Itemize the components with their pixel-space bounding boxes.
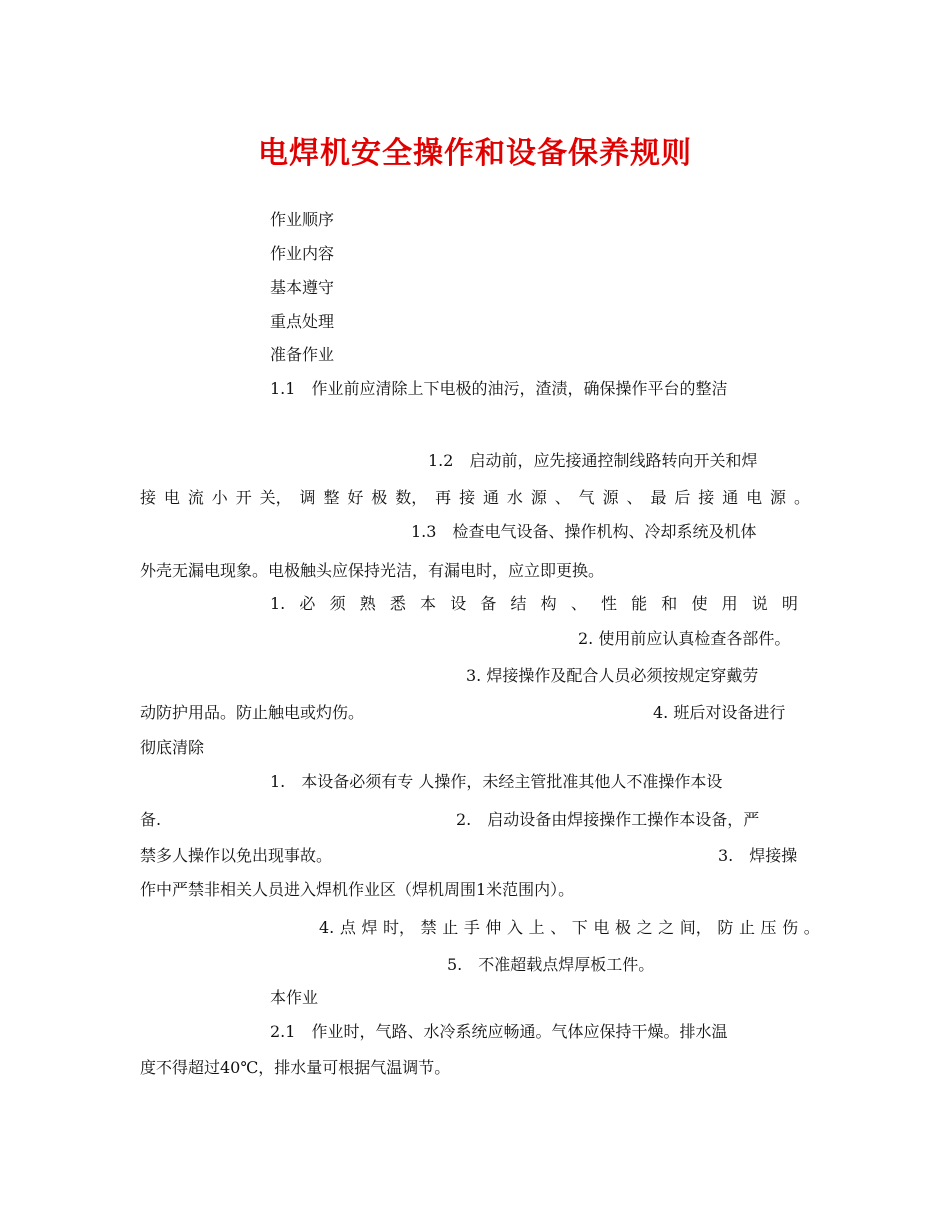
prep-item-1-2-line2-char: 电: [163, 488, 180, 507]
safety-item-4-char: 防: [717, 918, 734, 937]
heading-main-work: 本作业: [270, 988, 319, 1007]
prep-item-1-2-line2-char: 极: [371, 488, 388, 507]
safety-item-4-char: 下: [571, 918, 588, 937]
basic-item-4-line1: 4. 班后对设备进行: [653, 703, 786, 722]
prep-item-1-1: 1.1 作业前应清除上下电极的油污，渣渍，确保操作平台的整洁: [270, 379, 728, 398]
basic-item-4-line2: 彻底清除: [140, 738, 205, 757]
basic-item-1: [270, 594, 798, 614]
prep-item-1-2-line2-char: 通: [482, 488, 499, 507]
safety-item-4-char: 之: [636, 918, 653, 937]
safety-item-4-char: 焊: [361, 918, 378, 937]
basic-item-1-char: 说: [751, 594, 768, 613]
basic-item-1-char: 明: [781, 594, 798, 613]
prep-item-1-2-line2-char: 源: [770, 488, 787, 507]
prep-item-1-2-line2-char: 、: [626, 488, 643, 507]
prep-item-1-3-line1: 1.3 检查电气设备、操作机构、冷却系统及机体: [411, 522, 757, 541]
prep-item-1-2-line2-char: 流: [187, 488, 204, 507]
document-title: 电焊机安全操作和设备保养规则: [258, 136, 692, 171]
basic-item-1-char: 能: [631, 594, 648, 613]
basic-item-1-char: 结: [510, 594, 527, 613]
basic-item-2: 2. 使用前应认真检查各部件。: [578, 629, 791, 648]
safety-item-4-char: 伸: [485, 918, 502, 937]
basic-item-1-char: 用: [721, 594, 738, 613]
basic-item-1-char: 必: [299, 594, 316, 613]
prep-item-1-2-line2-char: 电: [746, 488, 763, 507]
heading-key-points: 重点处理: [270, 312, 335, 331]
prep-item-1-2-line2-char: 数，: [395, 488, 428, 507]
work-item-2-1-line2: 度不得超过40℃，排水量可根据气温调节。: [140, 1058, 451, 1077]
safety-item-4-char: 时，: [383, 918, 416, 937]
safety-item-4-char: 伤: [782, 918, 799, 937]
basic-item-1-char: 、: [570, 594, 587, 613]
heading-basic-rules: 基本遵守: [270, 278, 335, 297]
safety-item-4: [319, 918, 820, 938]
heading-work-content: 作业内容: [270, 244, 335, 263]
prep-item-1-2-line2-char: 水: [506, 488, 523, 507]
basic-item-1-char: 构: [540, 594, 557, 613]
safety-item-4-char: 入: [507, 918, 524, 937]
basic-item-1-char: 备: [480, 594, 497, 613]
safety-item-1-line1: 1. 本设备必须有专 人操作，未经主管批准其他人不准操作本设: [270, 772, 723, 791]
prep-item-1-2-line2-char: 。: [793, 488, 810, 507]
prep-item-1-2-line2-char: 气: [578, 488, 595, 507]
safety-item-4-char: 上: [528, 918, 545, 937]
basic-item-1-char: 须: [329, 594, 346, 613]
safety-item-4-char: 止: [442, 918, 459, 937]
basic-item-1-char: 熟: [359, 594, 376, 613]
safety-item-4-char: 禁: [420, 918, 437, 937]
prep-item-1-2-line2-char: 源: [530, 488, 547, 507]
prep-item-1-2-line2-char: 最: [650, 488, 667, 507]
prep-item-1-2-line2-char: 再: [435, 488, 452, 507]
work-item-2-1-line1: 2.1 作业时，气路、水冷系统应畅通。气体应保持干燥。排水温: [270, 1022, 728, 1041]
prep-item-1-2-line2-char: 接: [459, 488, 476, 507]
basic-item-1-char: 悉: [389, 594, 406, 613]
safety-item-4-char: 极: [614, 918, 631, 937]
prep-item-1-2-line2-char: 调: [299, 488, 316, 507]
safety-item-3-line2: 作中严禁非相关人员进入焊机作业区（焊机周围1米范围内）。: [140, 880, 575, 899]
basic-item-1-char: 和: [661, 594, 678, 613]
safety-item-5: 5. 不准超载点焊厚板工件。: [447, 955, 655, 974]
prep-item-1-2-line2-char: 整: [323, 488, 340, 507]
safety-item-4-char: 电: [593, 918, 610, 937]
prep-item-1-2-line2-char: 通: [722, 488, 739, 507]
basic-item-1-char: 本: [420, 594, 437, 613]
safety-item-4-char: 、: [550, 918, 567, 937]
basic-item-1-char: 性: [600, 594, 617, 613]
safety-item-4-char: 止: [738, 918, 755, 937]
prep-item-1-2-line2-char: 、: [554, 488, 571, 507]
safety-item-2-line1: 2. 启动设备由焊接操作工操作本设备，严: [456, 810, 760, 829]
safety-item-4-char: 点: [339, 918, 356, 937]
prep-item-1-2-line2-char: 小: [211, 488, 228, 507]
safety-item-4-char: 之: [658, 918, 675, 937]
prep-item-1-2-line2-char: 好: [347, 488, 364, 507]
heading-work-order: 作业顺序: [270, 210, 335, 229]
prep-item-1-2-line1: 1.2 启动前，应先接通控制线路转向开关和焊: [428, 451, 758, 470]
basic-item-1-char: 使: [691, 594, 708, 613]
safety-item-4-char: 4.: [319, 918, 335, 937]
prep-item-1-3-line2: 外壳无漏电现象。电极触头应保持光洁，有漏电时，应立即更换。: [140, 561, 605, 580]
safety-item-2-line2: 禁多人操作以免出现事故。: [140, 846, 333, 865]
safety-item-4-char: 间，: [679, 918, 712, 937]
prep-item-1-2-line2: [140, 488, 810, 508]
safety-item-4-char: 。: [803, 918, 820, 937]
basic-item-1-char: 1.: [270, 594, 286, 613]
prep-item-1-2-line2-char: 关，: [259, 488, 292, 507]
prep-item-1-2-line2-char: 接: [698, 488, 715, 507]
safety-item-4-char: 压: [760, 918, 777, 937]
heading-preparation: 准备作业: [270, 345, 335, 364]
safety-item-3-line1: 3. 焊接操: [718, 846, 798, 865]
basic-item-3-line1: 3. 焊接操作及配合人员必须按规定穿戴劳: [466, 666, 759, 685]
prep-item-1-2-line2-char: 后: [674, 488, 691, 507]
basic-item-3-line2: 动防护用品。防止触电或灼伤。: [140, 703, 365, 722]
prep-item-1-2-line2-char: 接: [140, 488, 157, 507]
basic-item-1-char: 设: [450, 594, 467, 613]
prep-item-1-2-line2-char: 开: [235, 488, 252, 507]
safety-item-1-line2: 备.: [140, 810, 162, 829]
prep-item-1-2-line2-char: 源: [602, 488, 619, 507]
safety-item-4-char: 手: [463, 918, 480, 937]
